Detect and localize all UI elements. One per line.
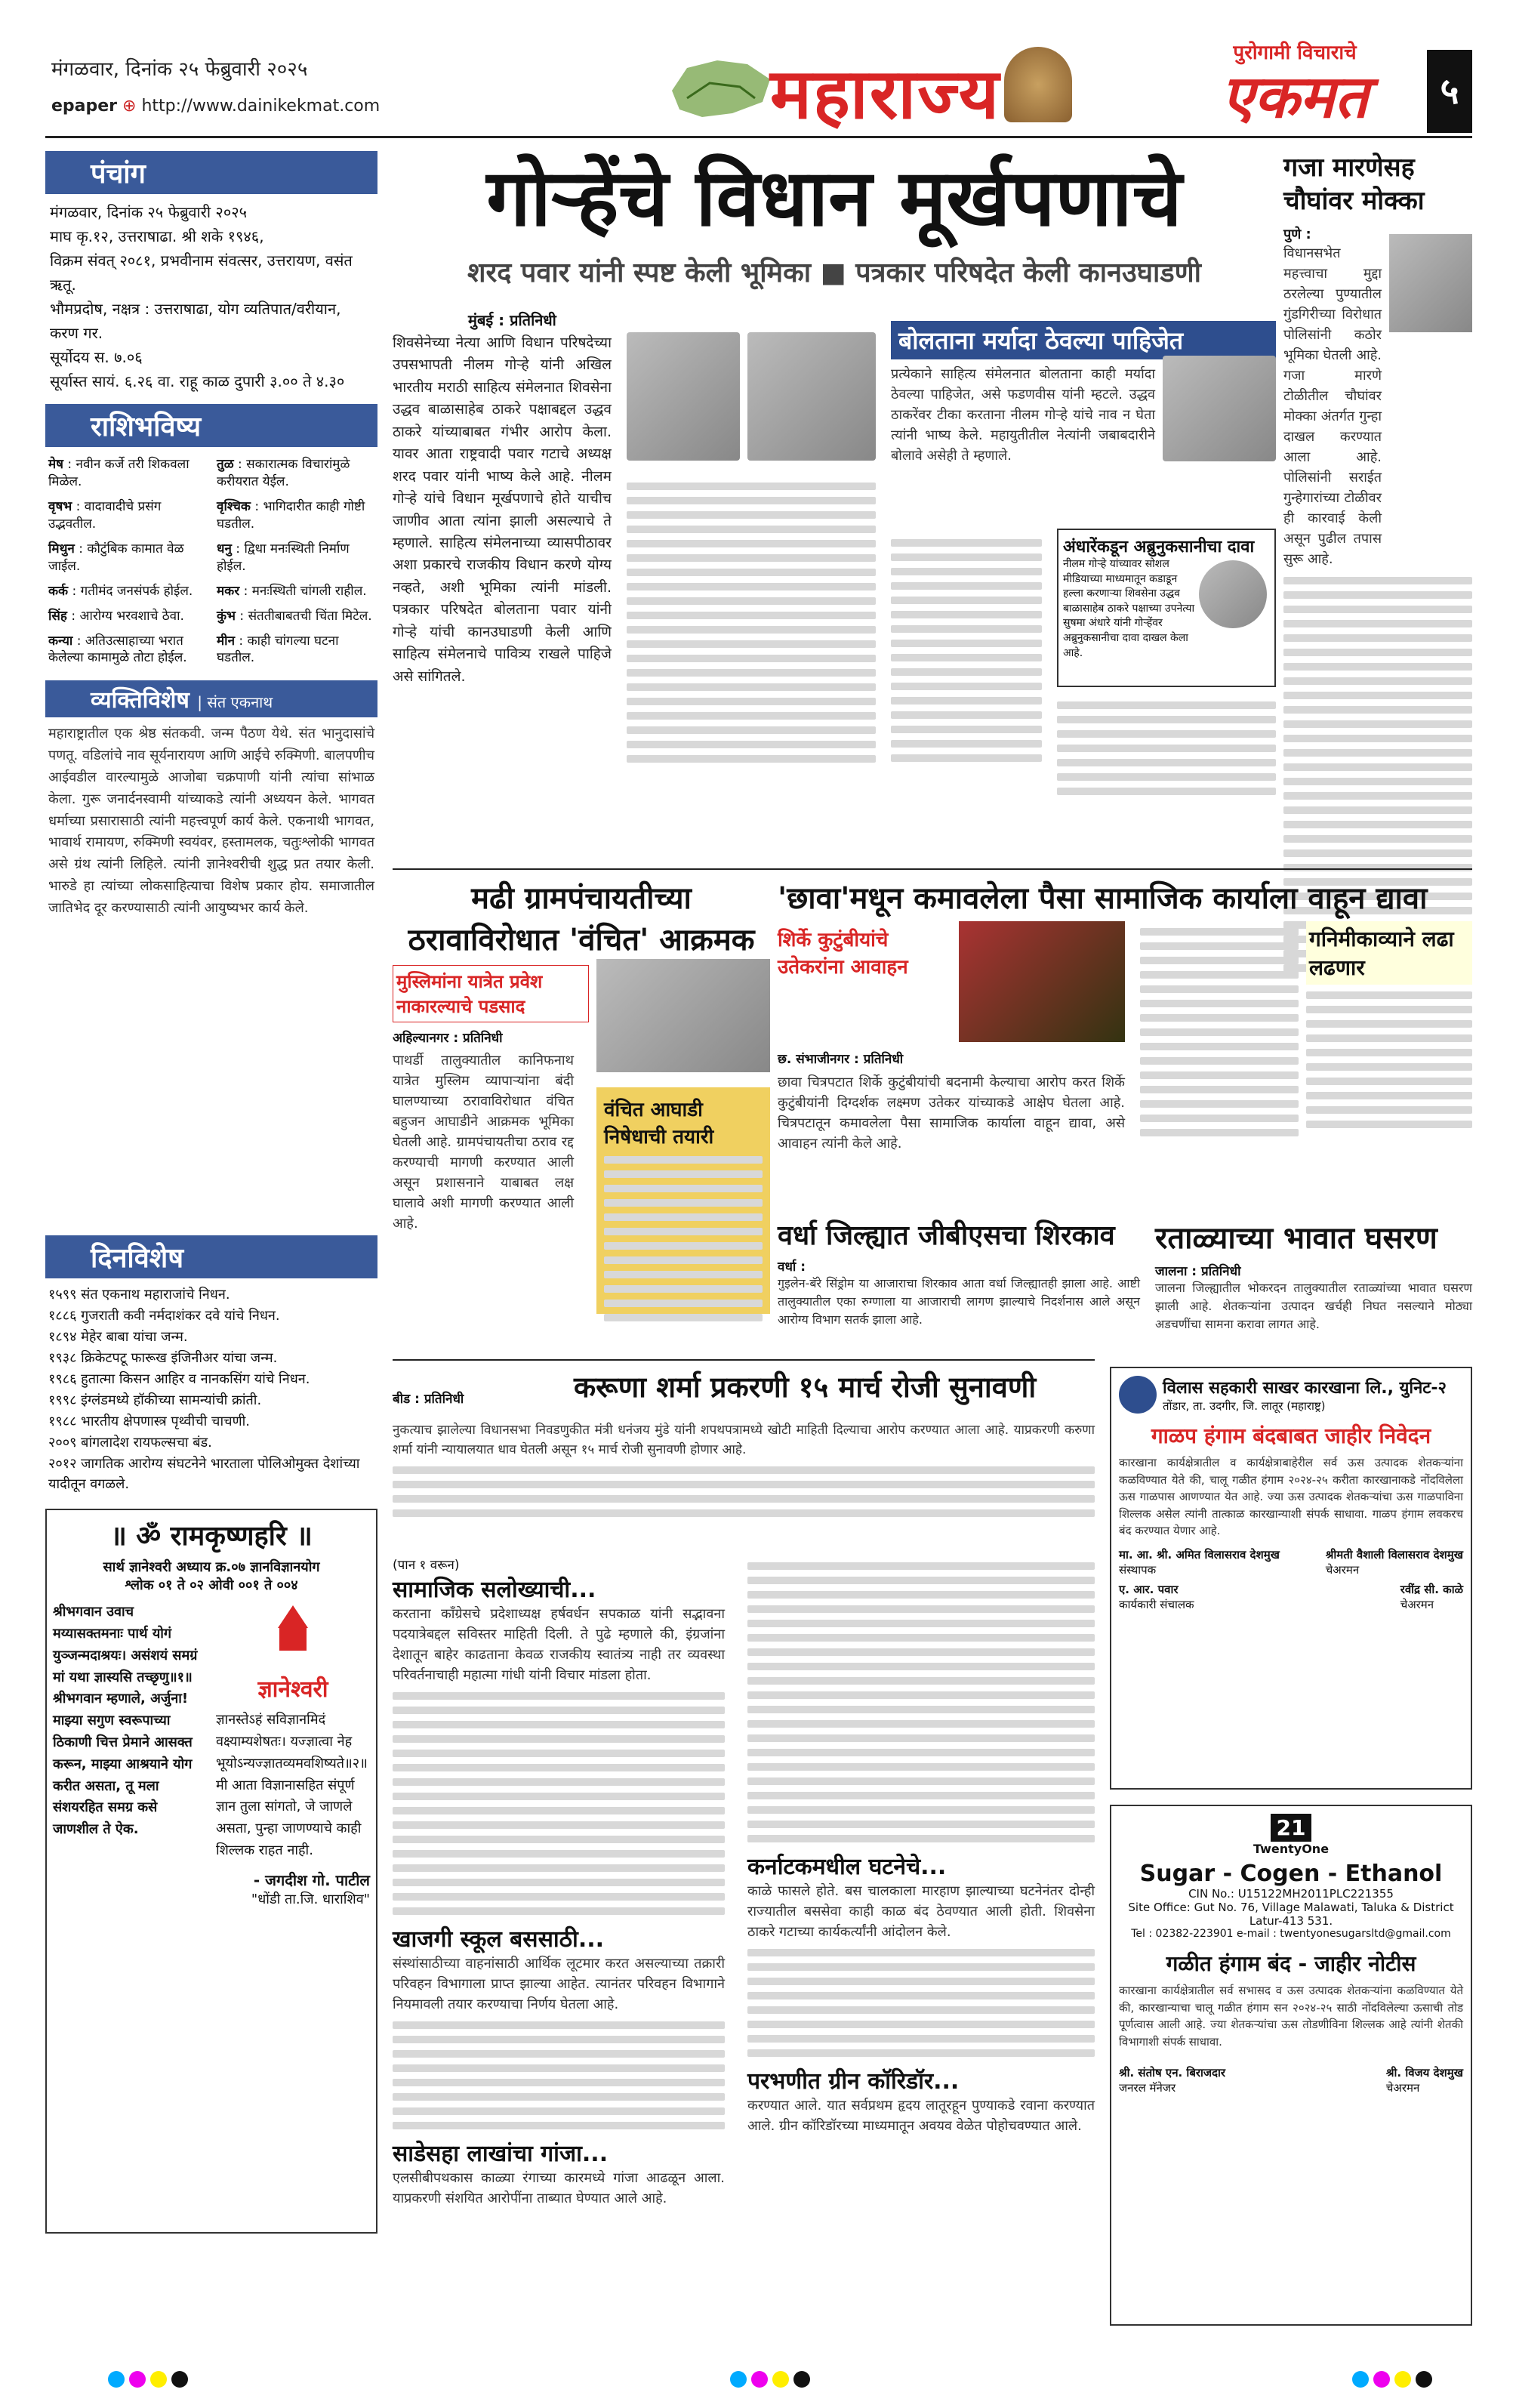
rashi-name: मकर — [217, 583, 240, 599]
sign-title: संस्थापक — [1119, 1562, 1157, 1577]
rashi-item: मकर : मनःस्थिती चांगली राहील. — [217, 583, 367, 599]
vilas-sign-1 — [1119, 1547, 1280, 1577]
continued-section — [393, 1555, 1095, 2326]
continued-right — [747, 1555, 1095, 2136]
rashi-name: मिथुन — [48, 541, 75, 557]
madhi-sidebox — [596, 1087, 770, 1314]
continued-lines — [393, 2021, 725, 2129]
vilas-ad — [1110, 1367, 1472, 1790]
continued-tag: (पान १ वरून) — [393, 1558, 460, 1573]
wardha-body: गुइलेन-बॅरे सिंड्रोम या आजाराचा शिरकाव आता वर्धा जिल्ह्यातही झाला आहे. आष्टी तालुक्यातील एका रुग्णाला या आजाराची लागण झाल्याचे निदर्शनास आले असून आरोग्य विभाग सतर्क झाला आहे. — [778, 1276, 1140, 1327]
gaja-story — [1283, 151, 1472, 868]
ashok-emblem-icon — [1004, 47, 1072, 122]
gaja-headline: गजा मारणेसह चौघांवर मोक्का — [1283, 153, 1425, 217]
madhi-headline-2: ठरावाविरोधात 'वंचित' आक्रमक — [408, 923, 755, 957]
registration-marks — [106, 2371, 1434, 2394]
twentyone-company: Sugar - Cogen - Ethanol — [1139, 1861, 1443, 1887]
wardha-dateline: वर्धा : — [778, 1259, 806, 1275]
dinvishesh-item: १९८८ भारतीय क्षेपणास्त्र पृथ्वीची चाचणी. — [48, 1413, 250, 1429]
karuna-dateline: बीड : प्रतिनिधी — [393, 1392, 464, 1407]
sign-title: चेअरमन — [1325, 1562, 1360, 1577]
lead-photo-pawar — [747, 332, 876, 461]
panchang-item: सूर्योदय स. ७.०६ — [50, 348, 143, 366]
vilas-sign-2 — [1326, 1547, 1463, 1577]
panchang-header — [45, 151, 377, 194]
vilas-company: विलास सहकारी साखर कारखाना लि., युनिट-२ — [1163, 1379, 1447, 1398]
madhi-headline-1: मढी ग्रामपंचायतीच्या — [471, 881, 692, 916]
rashi-item: मीन : काही चांगल्या घटना घडतील. — [217, 633, 339, 666]
rashi-text: गतीमंद जनसंपर्क होईल. — [80, 583, 193, 599]
continued-h2: खाजगी स्कूल बससाठी... — [393, 1926, 605, 1953]
rashi-name: कुंभ — [217, 608, 236, 624]
rashi-text: अतिउत्साहाच्या भरात केलेल्या कामामुळे तोटा होईल. — [48, 633, 187, 666]
fadnavis-body: प्रत्येकाने साहित्य संमेलनात बोलताना काही मर्यादा ठेवल्या पाहिजेत, असे फडणवीस यांनी म्हटले. उद्धव ठाकरेंवर टीका करताना नीलम गोऱ्हे यांचे नाव न घेता त्यांनी भाष्य केले. महायुतीतील नेत्यांनी जबाबदारीने बोलावे असेही ते म्हणाले. — [891, 366, 1155, 464]
vilas-sign-3 — [1119, 1582, 1194, 1612]
dinvishesh-item: १८८६ गुजराती कवी नर्मदाशंकर दवे यांचे निधन. — [48, 1308, 280, 1324]
rashi-name: धनु — [217, 541, 232, 557]
panchang-item: भौमप्रदोष, नक्षत्र : उत्तराषाढा, योग व्यतिपात/वरीयान, करण गर. — [50, 300, 341, 342]
sidebar — [45, 148, 377, 2338]
ratala-dateline: जालना : प्रतिनिधी — [1155, 1264, 1241, 1279]
ramkrishnahari-box — [45, 1509, 377, 2234]
ratala-body: जालना जिल्ह्यातील भोकरदन तालुक्यातील रताळ्यांच्या भावात घसरण झाली आहे. शेतकऱ्यांना उत्पादन खर्चही निघत नसल्याने मोठ्या अडचणींचा सामना करावा लागत आहे. — [1155, 1281, 1472, 1331]
gaja-photo — [1389, 234, 1472, 332]
sign-name: श्रीमती वैशाली विलासराव देशमुख — [1325, 1547, 1463, 1562]
vyakti-header: व्यक्तिविशेष | संत एकनाथ — [45, 680, 377, 717]
twentyone-cin: CIN No.: U15122MH2011PLC221355 — [1188, 1887, 1394, 1901]
madhi-story — [393, 876, 770, 1329]
lead-text-lines — [1057, 701, 1276, 795]
continued-h4: कर्नाटकमधील घटनेचे... — [747, 1854, 947, 1880]
dnyaneshwari-label: ज्ञानेश्वरी — [257, 1676, 328, 1703]
rashi-text: कौटुंबिक कामात वेळ जाईल. — [48, 541, 184, 574]
panchang-list — [45, 194, 377, 399]
continued-b5: करण्यात आले. यात सर्वप्रथम हृदय लातूरहून पुण्याकडे रवाना करण्यात आले. ग्रीन कॉरिडॉरच्या माध्यमातून अवयव वेळेत पोहोचवण्यात आले. — [747, 2098, 1095, 2134]
vilas-sign-4 — [1400, 1582, 1463, 1612]
date-line: मंगळवार, दिनांक २५ फेब्रुवारी २०२५ — [51, 58, 308, 81]
fadnavis-photo — [1163, 356, 1276, 461]
chhava-headline: 'छावा'मधून कमावलेला पैसा सामाजिक कार्याला वाहून द्यावा — [778, 881, 1428, 916]
section-title: महाराज्य — [770, 53, 1001, 134]
panchang-item: सूर्यास्त सायं. ६.२६ वा. राहू काळ दुपारी ३.०० ते ४.३० — [50, 372, 345, 390]
continued-b4: काळे फासले होते. बस चालकाला मारहाण झाल्याच्या घटनेनंतर दोन्ही राज्यातील बससेवा काही काळ बंद ठेवण्यात आली होती. शिवसेना ठाकरे गटाच्या कार्यकर्त्यांनी आंदोलन केले. — [747, 1883, 1095, 1940]
maharashtra-map-icon — [664, 45, 778, 128]
dinvishesh-item: १५९९ संत एकनाथ महाराजांचे निधन. — [48, 1287, 230, 1303]
paper-name: एकमत — [1221, 63, 1369, 131]
rashi-text: वादावादीचे प्रसंग उद्भवतील. — [48, 498, 162, 532]
page-number: ५ — [1427, 50, 1472, 133]
chhava-photo — [959, 921, 1125, 1042]
sign-title: कार्यकारी संचालक — [1119, 1597, 1194, 1611]
chhava-side-lines — [1306, 991, 1472, 1128]
divider — [393, 868, 1472, 870]
dinvishesh-title: दिनविशेष — [91, 1243, 184, 1275]
vyakti-title: व्यक्तिविशेष — [91, 687, 190, 714]
gaja-body: विधानसभेत महत्त्वाचा मुद्दा ठरलेल्या पुण्यातील गुंडगिरीच्या विरोधात पोलिसांनी कठोर भूमिका घेतली आहे. गजा मारणे टोळीतील चौघांवर मोक्का अंतर्गत गुन्हा दाखल करण्यात आला आहे. पोलिसांनी सराईत गुन्हेगारांच्या टोळीवर ही कारवाई केली असून पुढील तपास सुरू आहे. — [1283, 245, 1382, 568]
chhava-side — [1306, 921, 1472, 1135]
rashi-item: तुळ : सकारात्मक विचारांमुळे करीयरात येईल. — [217, 457, 350, 489]
dinvishesh-item: १९९८ इंग्लंडमध्ये हॉकीच्या सामन्यांची क्रांती. — [48, 1392, 262, 1408]
fadnavis-box — [891, 321, 1276, 525]
rashi-name: कर्क — [48, 583, 69, 599]
ram-column-2: ज्ञानस्तेऽहं सविज्ञानमिदं वक्ष्याम्यशेषतः। यज्ज्ञात्वा नेह भूयोऽन्यज्ज्ञातव्यमवशिष्यते॥२॥ मी आता विज्ञानासहित संपूर्ण ज्ञान तुला सांगतो, जे जाणले असता, पुन्हा जाणण्याचे काही शिल्लक राहत नाही. — [216, 1712, 368, 1859]
rashi-item: धनु : द्विधा मनःस्थिती निर्माण होईल. — [217, 541, 350, 574]
tagline: पुरोगामी विचाराचे — [1233, 42, 1357, 64]
sign-name: ए. आर. पवार — [1119, 1582, 1179, 1596]
dinvishesh-item: २०१२ जागतिक आरोग्य संघटनेने भारताला पोलिओमुक्त देशांच्या यादीतून वगळले. — [48, 1455, 360, 1493]
continued-b3: एलसीबीपथकास काळ्या रंगाच्या कारमध्ये गांजा आढळून आला. याप्रकरणी संशयित आरोपींना ताब्यात घेण्यात आले आहे. — [393, 2170, 725, 2206]
sign-name: मा. आ. श्री. अमित विलासराव देशमुख — [1119, 1547, 1280, 1562]
map-decoration — [664, 45, 778, 128]
madhi-dateline: अहिल्यानगर : प्रतिनिधी — [393, 1031, 503, 1046]
dinvishesh-item: २००९ बांगलादेश रायफल्सचा बंड. — [48, 1434, 212, 1451]
vilas-logo-icon — [1119, 1376, 1157, 1414]
rashi-header — [45, 404, 377, 447]
rashi-text: काही चांगल्या घटना घडतील. — [217, 633, 339, 666]
masthead-rule — [45, 136, 1472, 138]
lead-text-lines — [627, 483, 876, 763]
chhava-dateline: छ. संभाजीनगर : प्रतिनिधी — [778, 1052, 904, 1067]
rashi-name: वृश्चिक — [217, 498, 251, 514]
ram-column-1: श्रीभगवान उवाच मय्यासक्तमनाः पार्थ योगं युञ्जन्मदाश्रयः। असंशयं समग्रं मां यथा ज्ञास्यसि तच्छृणु॥१॥ श्रीभगवान म्हणाले, अर्जुना! माझ्या सगुण स्वरूपाच्या ठिकाणी चित्त प्रेमाने आसक्त करून, माझ्या आश्रयाने योग करीत असता, तू मला संशयरहित समग्र कसे जाणशील ते ऐक. — [53, 1604, 198, 1838]
rashi-item: मेष : नवीन कर्जे तरी शिकवला मिळेल. — [48, 457, 190, 489]
chhava-kicker: शिर्के कुटुंबीयांचे उतेकरांना आवाहन — [778, 929, 908, 979]
lead-body: शिवसेनेच्या नेत्या आणि विधान परिषदेच्या उपसभापती नीलम गोऱ्हे यांनी अखिल भारतीय मराठी साहित्य संमेलनात शिवसेना उद्धव बाळासाहेब ठाकरे पक्षाबद्दल उद्धव ठाकरे यांच्याबाबत गंभीर आरोप केला. यावर आता राष्ट्रवादी पवार गटाचे अध्यक्ष शरद पवार यांनी भाष्य केले आहे. नीलम गोऱ्हे यांचे विधान मूर्खपणाचे होते याचीच जाणीव आता त्यांना झाली असल्याचे ते म्हणाले. साहित्य संमेलनाच्या व्यासपीठावर अशा प्रकारचे राजकीय विधान करणे योग्य नव्हते, अशी भूमिका त्यांनी मांडली. पत्रकार परिषदेत बोलताना पवार यांनी गोऱ्हे यांची कानउघाडणी केली आणि साहित्य संमेलनाचे पावित्र्य राखले पाहिजे असे सांगितले. — [393, 335, 612, 685]
dinvishesh-list — [45, 1278, 377, 1501]
madhi-body: पाथर्डी तालुक्यातील कानिफनाथ यात्रेत मुस्लिम व्यापाऱ्यांना बंदी घालण्याच्या ठरावाविरोधात वंचित बहुजन आघाडीने आक्रमक भूमिका घेतली आहे. ग्रामपंचायतीचा ठराव रद्द करण्याची मागणी करण्यात आली असून प्रशासनाने याबाबत लक्ष घालावे अशी मागणी करण्यात आली आहे. — [393, 1053, 574, 1232]
ram-title: ॥ ॐ रामकृष्णहरि ॥ — [110, 1521, 313, 1552]
ram-ovi: श्लोक ०१ ते ०२ ओवी ००१ ते ००४ — [125, 1577, 298, 1594]
rashi-item: सिंह : आरोग्य भरवशाचे ठेवा. — [48, 608, 184, 624]
lead-dateline: मुंबई : प्रतिनिधी — [468, 311, 556, 329]
continued-h1: सामाजिक सलोख्याची... — [393, 1577, 596, 1603]
twentyone-ad — [1110, 1805, 1472, 2326]
lead-photo-gorhe — [627, 332, 740, 461]
continued-b2: संस्थांसाठीच्या वाहनांसाठी आर्थिक लूटमार करत असल्याच्या तक्रारी परिवहन विभागाला प्राप्त झाल्या आहेत. त्यानंतर परिवहन विभागाने नियमावली तयार करण्याचा निर्णय घेतला आहे. — [393, 1956, 725, 2012]
karuna-headline: करूणा शर्मा प्रकरणी १५ मार्च रोजी सुनावणी — [574, 1370, 1037, 1404]
fadnavis-headline: बोलताना मर्यादा ठेवल्या पाहिजेत — [891, 321, 1276, 359]
ram-author-place: "धोंडी ता.जि. धाराशिव" — [251, 1891, 370, 1907]
continued-h5: परभणीत ग्रीन कॉरिडॉर... — [747, 2068, 960, 2095]
chhava-side-headline: गनिमीकाव्याने लढा लढणार — [1306, 921, 1472, 985]
sign-title: चेअरमन — [1400, 1597, 1434, 1611]
rashi-name: तुळ — [217, 457, 234, 472]
madhi-sidebox-title: वंचित आघाडी निषेधाची तयारी — [604, 1099, 714, 1149]
chhava-story — [778, 876, 1472, 1208]
twentyone-logo-sub: TwentyOne — [1253, 1842, 1330, 1856]
panchang-title: पंचांग — [91, 159, 146, 190]
ram-subtitle: सार्थ ज्ञानेश्वरी अध्याय क्र.०७ ज्ञानविज्ञानयोग — [103, 1559, 320, 1576]
dinvishesh-item: १८९४ मेहेर बाबा यांचा जन्म. — [48, 1329, 188, 1346]
twentyone-sign-1 — [1119, 2065, 1225, 2095]
rashi-text: मनःस्थिती चांगली राहील. — [251, 583, 367, 599]
vilas-body: कारखाना कार्यक्षेत्रातील व कार्यक्षेत्राबाहेरील सर्व ऊस उत्पादक शेतकऱ्यांना कळविण्यात येते की, चालू गळीत हंगाम २०२४-२५ करीता कारखानाकडे नोंदविलेला ऊस गाळपास आणण्यात येत आहे. ज्या ऊस उत्पादक शेतकऱ्यांचा ऊस गाळपाविना शिल्लक असेल त्यांनी तात्काळ कारखान्याशी संपर्क साधावा. गाळप हंगाम लवकरच बंद करण्यात येणार आहे. — [1119, 1456, 1463, 1537]
rashi-grid — [45, 447, 377, 676]
continued-h3: साडेसहा लाखांचा गांजा... — [393, 2141, 609, 2167]
vilas-notice-title: गाळप हंगाम बंदबाबत जाहीर निवेदन — [1151, 1423, 1431, 1448]
rashi-name: कन्या — [48, 633, 73, 649]
twentyone-sign-2 — [1386, 2065, 1463, 2095]
lead-subhead: शरद पवार यांनी स्पष्ट केली भूमिका ■ पत्रकार परिषदेत केली कानउघाडणी — [467, 257, 1201, 288]
chhava-body: छावा चित्रपटात शिर्के कुटुंबीयांची बदनामी केल्याचा आरोप करत शिर्के कुटुंबीयांनी दिग्दर्शक लक्ष्मण उतेकर यांच्याकडे आक्षेप घेतला आहे. चित्रपटातून कमावलेला पैसा सामाजिक कार्याला वाहून द्यावा, असे आवाहन त्यांनी केले आहे. — [778, 1075, 1125, 1152]
sign-title: चेअरमन — [1385, 2081, 1420, 2095]
lead-text-lines — [891, 539, 1042, 762]
rashi-text: भागिदारीत काही गोष्टी घडतील. — [217, 498, 365, 532]
karuna-text-lines — [393, 1466, 1095, 1517]
dnyaneshwari-logo — [216, 1602, 370, 1703]
twentyone-logo: 21 — [1271, 1814, 1312, 1842]
panchang-item: माघ कृ.१२, उत्तराषाढा. श्री शके १९४६, — [50, 227, 264, 245]
color-dots-mid — [728, 2371, 812, 2394]
masthead — [0, 0, 1516, 151]
ratala-story — [1155, 1216, 1472, 1352]
sign-name: श्री. संतोष एन. बिराजदार — [1119, 2066, 1226, 2080]
rashi-item: वृषभ : वादावादीचे प्रसंग उद्भवतील. — [48, 498, 162, 532]
karuna-story — [393, 1367, 1095, 1548]
wardha-headline: वर्धा जिल्ह्यात जीबीएसचा शिरकाव — [778, 1220, 1115, 1251]
karuna-body: नुकत्याच झालेल्या विधानसभा निवडणुकीत मंत्री धनंजय मुंडे यांनी शपथपत्रामध्ये खोटी माहिती दिल्याचा आरोप करण्यात आला आहे. याप्रकरणी करुणा शर्मा यांनी न्यायालयात धाव घेतली असून १५ मार्च रोजी सुनावणी होणार आहे. — [393, 1423, 1095, 1457]
color-dots-right — [1350, 2371, 1434, 2394]
rashi-name: सिंह — [48, 608, 67, 624]
vilas-address: तोंडार, ता. उदगीर, जि. लातूर (महाराष्ट्र) — [1163, 1399, 1326, 1413]
color-dots-left — [106, 2371, 190, 2394]
rashi-name: मेष — [48, 457, 63, 472]
lead-body-col4 — [1057, 695, 1276, 831]
continued-lines — [393, 1692, 725, 1915]
twentyone-tel: Tel : 02382-223901 e-mail : twentyonesugarsltd@gmail.com — [1131, 1928, 1451, 1940]
panchang-item: विक्रम संवत् २०८१, प्रभवीनाम संवत्सर, उत्तरायण, वसंत ऋतू. — [50, 251, 353, 294]
panchang-item: मंगळवार, दिनांक २५ फेब्रुवारी २०२५ — [50, 203, 248, 221]
madhi-kicker: मुस्लिमांना यात्रेत प्रवेश नाकारल्याचे पडसाद — [393, 965, 589, 1022]
paper-logo — [1185, 38, 1404, 143]
twentyone-body: कारखाना कार्यक्षेत्रातील सर्व सभासद व ऊस उत्पादक शेतकऱ्यांना कळविण्यात येते की, कारखान्याचा चालू गळीत हंगाम सन २०२४-२५ साठी नोंदविलेल्या ऊसाची तोड पूर्णत्वास आली आहे. ज्या शेतकऱ्यांचा ऊस तोडणीविना शिल्लक आहे त्यांनी शेतकी विभागाशी संपर्क साधावा. — [1119, 1984, 1463, 2049]
dinvishesh-header — [45, 1235, 377, 1278]
rashi-text: संततीबाबतची चिंता मिटेल. — [248, 608, 372, 624]
andhare-body: नीलम गोऱ्हे यांच्यावर सोशल मीडियाच्या माध्यमातून कडाडून हल्ला करणाऱ्या शिवसेना उद्धव बाळासाहेब ठाकरे पक्षाच्या उपनेत्या सुषमा अंधारे यांनी गोऱ्हेंवर अब्रुनुकसानीचा दावा दाखल केला आहे. — [1063, 558, 1195, 659]
rashi-item: वृश्चिक : भागिदारीत काही गोष्टी घडतील. — [217, 498, 365, 532]
chhava-text-lines — [1140, 921, 1299, 1143]
lead-story — [393, 151, 1276, 868]
temple-icon — [225, 1602, 361, 1670]
gaja-dateline: पुणे : — [1283, 227, 1311, 243]
rashi-item: मिथुन : कौटुंबिक कामात वेळ जाईल. — [48, 541, 184, 574]
wardha-story — [778, 1216, 1140, 1327]
lead-headline: गोऱ्हेंचे विधान मूर्खपणाचे — [486, 151, 1182, 244]
sign-title: जनरल मॅनेजर — [1119, 2081, 1176, 2095]
rashi-text: आरोग्य भरवशाचे ठेवा. — [79, 608, 184, 624]
rashi-item: कर्क : गतीमंद जनसंपर्क होईल. — [48, 583, 193, 599]
continued-lines — [747, 1949, 1095, 2057]
rashi-text: द्विधा मनःस्थिती निर्माण होईल. — [217, 541, 350, 574]
rashi-title: राशिभविष्य — [91, 412, 202, 442]
twentyone-notice-title: गळीत हंगाम बंद - जाहीर नोटीस — [1166, 1951, 1416, 1976]
rashi-name: वृषभ — [48, 498, 72, 514]
andhare-headline: अंधारेंकडून अब्रुनुकसानीचा दावा — [1063, 538, 1255, 557]
rashi-item: कन्या : अतिउत्साहाच्या भरात केलेल्या कामामुळे तोटा होईल. — [48, 633, 187, 666]
ratala-headline: रताळ्याच्या भावात घसरण — [1155, 1221, 1437, 1256]
andhare-box — [1057, 529, 1276, 687]
epaper-label: epaper — [51, 97, 118, 116]
twentyone-site: Site Office: Gut No. 76, Village Malawati, Taluka & District Latur-413 531. — [1128, 1901, 1454, 1928]
dinvishesh-item: १९३८ क्रिकेटपटू फारूख इंजिनीअर यांचा जन्म. — [48, 1350, 278, 1367]
madhi-photo — [596, 959, 770, 1072]
rashi-text: सकारात्मक विचारांमुळे करीयरात येईल. — [217, 457, 350, 489]
vyakti-subtitle: संत एकनाथ — [207, 693, 273, 712]
globe-icon: ⊕ — [122, 97, 137, 116]
andhare-photo — [1199, 560, 1267, 628]
continued-b1: करताना काँग्रेसचे प्रदेशाध्यक्ष हर्षवर्धन सपकाळ यांनी सद्भावना पदयात्रेबद्दल सविस्तर माहिती दिली. ते पुढे म्हणाले की, इंग्रजांना देशातून बाहेर काढताना केवळ राजकीय स्वातंत्र्य नाही तर व्यवस्था परिवर्तनाचाही महात्मा गांधी यांनी विचार मांडला होता. — [393, 1606, 725, 1683]
ram-author: - जगदीश गो. पाटील — [253, 1870, 370, 1889]
vyakti-text: महाराष्ट्रातील एक श्रेष्ठ संतकवी. जन्म पैठण येथे. संत भानुदासांचे पणतू. वडिलांचे नाव सूर्यनारायण आणि आईचे रुक्मिणी. बालपणीच आईवडील वारल्यामुळे आजोबा चक्रपाणी यांनी त्यांचा सांभाळ केला. गुरू जनार्दनस्वामी यांच्याकडे त्यांनी अध्ययन केले. भागवत धर्माच्या प्रसारासाठी त्यांनी महत्त्वपूर्ण कार्य केले. एकनाथी भागवत, भावार्थ रामायण, रुक्मिणी स्वयंवर, हस्तामलक, चतुःश्लोकी भागवत असे ग्रंथ त्यांनी लिहिले. त्यांनी ज्ञानेश्वरीची शुद्ध प्रत तयार केली. भारुडे हा त्यांच्या लोकसाहित्याचा विशेष प्रकार होय. समाजातील जातिभेद दूर करण्यासाठी त्यांनी आयुष्यभर कार्य केले. — [48, 726, 374, 916]
dinvishesh-item: १९८६ हुतात्मा किसन आहिर व नानकसिंग यांचे निधन. — [48, 1370, 310, 1387]
rashi-item: कुंभ : संततीबाबतची चिंता मिटेल. — [217, 608, 372, 624]
divider — [393, 1359, 1095, 1361]
rashi-name: मीन — [217, 633, 236, 649]
continued-lines — [747, 1562, 1095, 1842]
rashi-text: नवीन कर्जे तरी शिकवला मिळेल. — [48, 457, 190, 489]
epaper-line[interactable] — [51, 97, 380, 116]
website-link[interactable]: http://www.dainikekmat.com — [141, 97, 381, 116]
lead-body-col3 — [891, 532, 1042, 827]
lead-body-col2 — [627, 476, 876, 831]
madhi-sidebox-lines — [604, 1156, 763, 1321]
sign-name: रवींद्र सी. काळे — [1400, 1582, 1463, 1596]
sign-name: श्री. विजय देशमुख — [1385, 2066, 1463, 2080]
